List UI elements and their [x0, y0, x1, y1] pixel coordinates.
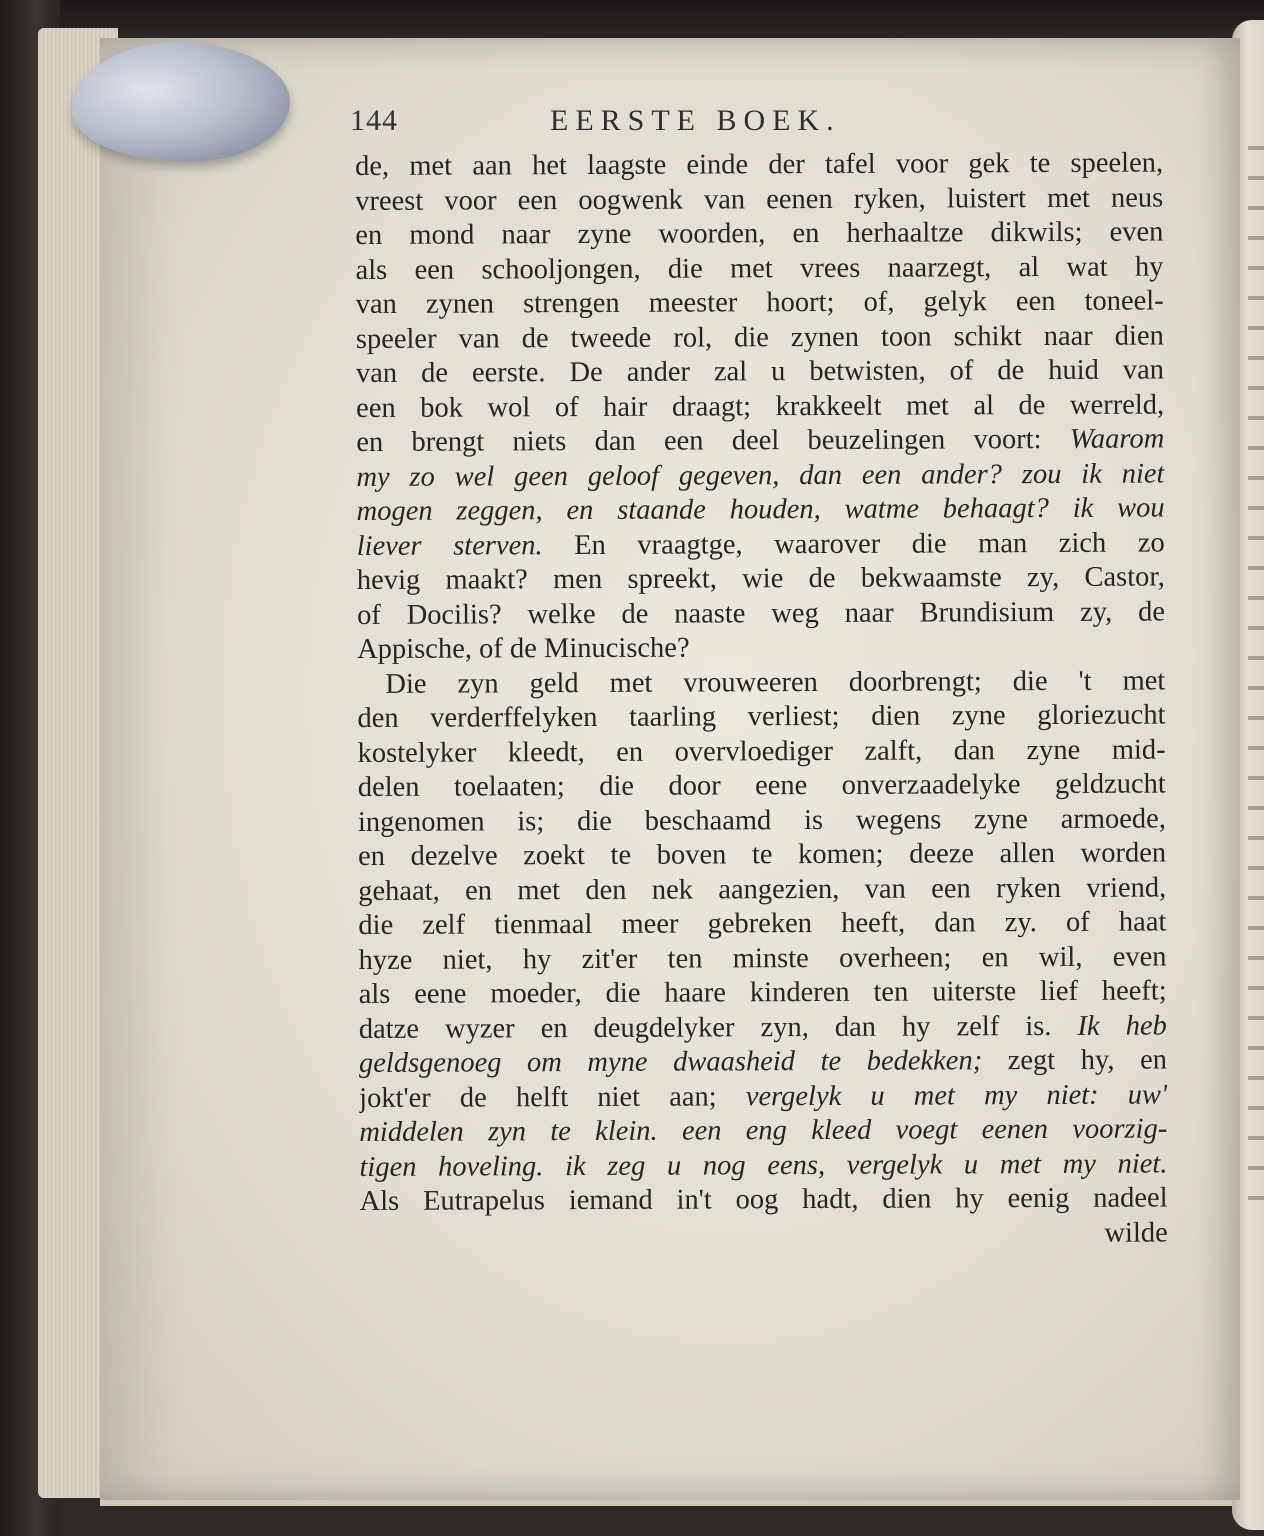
text-line	[358, 802, 1166, 840]
page-number: 144	[350, 104, 398, 137]
text-segment: die zelf tienmaal meer gebreken heeft, dan zy. of haat	[358, 906, 1167, 941]
text-line	[358, 905, 1166, 943]
text-line	[358, 767, 1166, 805]
text-line	[359, 1043, 1167, 1081]
text-line	[359, 974, 1167, 1012]
text-segment: wilde	[1104, 1216, 1168, 1249]
text-segment: En vraagtge, waarover die man zich zo	[542, 526, 1165, 561]
text-segment: hyze niet, hy zit'er ten minste overheen; en wil, even	[358, 940, 1167, 976]
text-line	[356, 284, 1164, 322]
italic-text-segment: Ik heb	[1077, 1009, 1167, 1042]
italic-text-segment: Waarom	[1069, 423, 1165, 455]
text-segment: vreest voor een oogwenk van eenen ryken, luistert met neus	[355, 181, 1164, 217]
text-segment: en dezelve zoekt te boven te komen; deeze allen worden	[358, 837, 1167, 872]
italic-text-segment: vergelyk u met my niet: uw'	[745, 1078, 1168, 1112]
text-segment: een bok wol of hair draagt; krakkeelt met al de werreld,	[356, 388, 1165, 424]
text-line	[358, 836, 1166, 874]
text-line	[358, 871, 1166, 909]
italic-text-segment: tigen hoveling. ik zeg u nog eens, vergelyk u met my niet.	[359, 1147, 1168, 1183]
text-segment: speeler van de tweede rol, die zynen toon schikt naar dien	[355, 319, 1164, 355]
text-line	[355, 181, 1163, 219]
table-surface-top	[0, 0, 1264, 40]
text-segment: kostelyker kleedt, en overvloediger zalft, dan zyne mid-	[357, 733, 1166, 769]
text-line	[356, 319, 1164, 357]
text-line	[357, 698, 1165, 736]
italic-text-segment: my zo wel geen geloof gegeven, dan een ander? zou ik niet	[356, 457, 1165, 493]
italic-text-segment: middelen zyn te klein. een eng kleed voegt eenen voorzig-	[359, 1113, 1168, 1148]
text-line	[359, 1078, 1167, 1116]
text-segment: Appische, of de Minucische?	[357, 632, 690, 665]
italic-text-segment: liever sterven.	[356, 529, 543, 562]
italic-text-segment: mogen zeggen, en staande houden, watme behaagt? ik wou	[356, 492, 1165, 527]
text-line	[359, 1009, 1167, 1047]
text-line	[360, 1181, 1168, 1219]
page-text-block	[355, 146, 1168, 1254]
text-segment: van zynen strengen meester hoort; of, gelyk een toneel-	[355, 285, 1164, 320]
text-line	[359, 1147, 1167, 1185]
text-segment: Die zyn geld met vrouweeren doorbrengt; die 't met	[385, 664, 1166, 700]
text-line	[357, 595, 1165, 633]
text-line	[358, 940, 1166, 978]
facing-page-text-marks	[1248, 120, 1264, 1220]
text-line	[359, 1112, 1167, 1150]
text-line	[357, 491, 1165, 529]
text-line	[355, 146, 1163, 184]
text-segment: van de eerste. De ander zal u betwisten, of de huid van	[355, 354, 1165, 389]
text-segment: jokt'er de helft niet aan;	[359, 1080, 746, 1114]
text-line	[357, 629, 1165, 667]
text-line	[356, 353, 1164, 391]
text-segment: Als Eutrapelus iemand in't oog hadt, dien hy eenig nadeel	[359, 1182, 1168, 1217]
text-line	[357, 664, 1165, 702]
text-line	[360, 1216, 1168, 1254]
page-header	[350, 104, 1150, 144]
italic-text-segment: geldsgenoeg om myne dwaasheid te bedekken;	[358, 1045, 983, 1079]
paperweight-stone	[72, 42, 290, 162]
text-line	[355, 250, 1163, 288]
text-line	[356, 388, 1164, 426]
text-segment: de, met aan het laagste einde der tafel voor gek te speelen,	[355, 147, 1164, 182]
text-line	[355, 215, 1163, 253]
text-segment: zegt hy, en	[982, 1044, 1168, 1077]
text-segment: of Docilis? welke de naaste weg naar Brundisium zy, de	[356, 595, 1166, 631]
text-line	[357, 526, 1165, 564]
text-line	[357, 560, 1165, 598]
text-line	[356, 422, 1164, 460]
text-segment: en brengt niets dan een deel beuzelingen voort:	[356, 423, 1070, 458]
text-segment: den verderffelyken taarling verliest; dien zyne gloriezucht	[357, 699, 1166, 734]
text-segment: hevig maakt? men spreekt, wie de bekwaamste zy, Castor,	[356, 561, 1165, 596]
text-segment: datze wyzer en deugdelyker zyn, dan hy zelf is.	[358, 1010, 1078, 1045]
text-segment: gehaat, en met den nek aangezien, van een ryken vriend,	[358, 871, 1167, 907]
running-title: EERSTE BOEK.	[550, 104, 841, 137]
text-segment: ingenomen is; die beschaamd is wegens zyne armoede,	[357, 802, 1166, 838]
text-segment: als een schooljongen, die met vrees naarzegt, al wat hy	[355, 250, 1164, 286]
text-segment: en mond naar zyne woorden, en herhaaltze dikwils; even	[355, 216, 1164, 251]
text-segment: als eene moeder, die haare kinderen ten uiterste lief heeft;	[358, 975, 1167, 1010]
text-segment: delen toelaaten; die door eene onverzaadelyke geldzucht	[357, 768, 1166, 803]
text-line	[358, 733, 1166, 771]
text-line	[356, 457, 1164, 495]
